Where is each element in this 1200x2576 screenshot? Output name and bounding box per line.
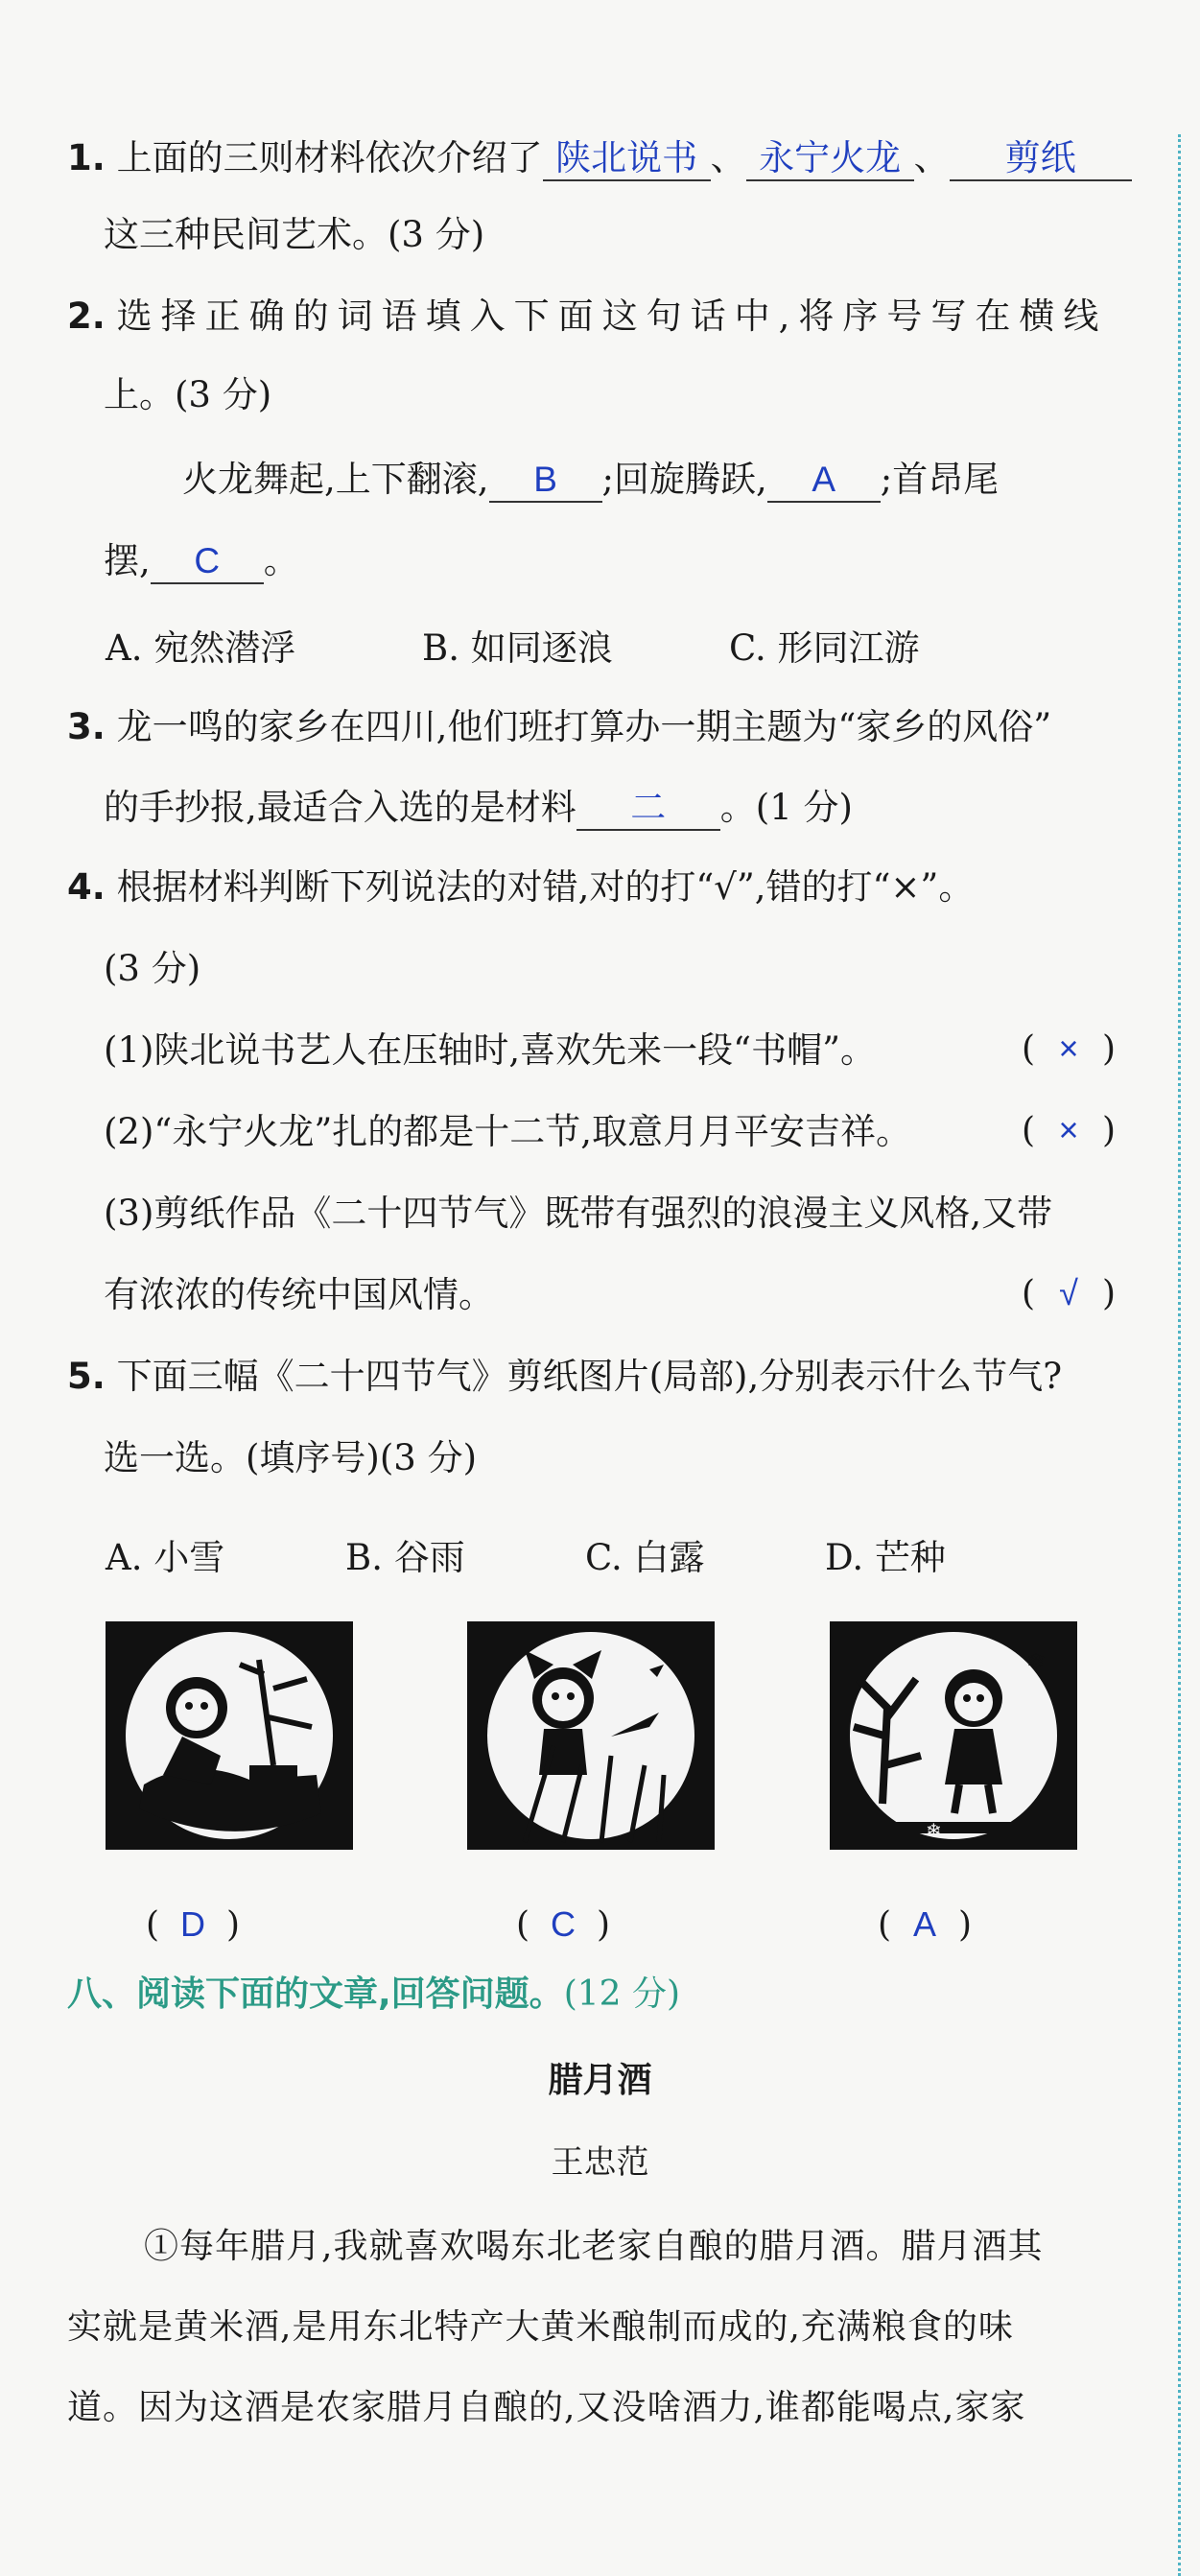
q4-item-3-cont: 有浓浓的传统中国风情。 <box>104 1274 494 1315</box>
q5-image-1-paren: ( D ) <box>146 1904 241 1945</box>
q4-item-2: (2)“永宁火龙”扎的都是十二节,取意月月平安吉祥。 <box>104 1111 912 1152</box>
q4-text: 根据材料判断下列说法的对错,对的打“√”,错的打“×”。 <box>116 866 975 908</box>
q3-text2: 的手抄报,最适合入选的是材料 <box>104 787 576 828</box>
article-line-1: ①每年腊月,我就喜欢喝东北老家自酿的腊月酒。腊月酒其 <box>144 2227 1044 2266</box>
article-line-3: 道。因为这酒是农家腊月自酿的,又没啥酒力,谁都能喝点,家家 <box>67 2388 1026 2427</box>
q5-image-1-answer[interactable]: D <box>180 1904 206 1944</box>
q4-line1 <box>67 859 974 916</box>
q2-s2: ;回旋腾跃, <box>601 459 767 500</box>
q4-line2: (3 分) <box>104 948 201 989</box>
svg-text:❄: ❄ <box>1026 1648 1047 1675</box>
q2-option-c: C. 形同江游 <box>729 627 920 669</box>
article-line-2: 实就是黄米酒,是用东北特产大黄米酿制而成的,充满粮食的味 <box>67 2307 1014 2347</box>
q1-line2: 这三种民间艺术。(3 分) <box>104 214 485 255</box>
q1-sep: 、 <box>710 137 746 178</box>
q2-option-a: A. 宛然潜浮 <box>106 627 296 669</box>
q2-s4: 摆, <box>104 540 151 581</box>
q4-number: 4. <box>67 866 106 908</box>
q5-option-b: B. 谷雨 <box>345 1537 465 1578</box>
q1-text: 上面的三则材料依次介绍了 <box>116 137 543 178</box>
q4-item-1-paren: ( × ) <box>1022 1028 1117 1069</box>
q2-sentence-line2 <box>104 532 299 590</box>
q2-option-b: B. 如同逐浪 <box>422 627 613 669</box>
section-8-heading <box>67 1967 680 2016</box>
q3-line1 <box>67 698 1051 756</box>
section-8-score: (12 分) <box>563 1974 681 2014</box>
q5-line1 <box>67 1348 1062 1406</box>
q1-line1 <box>67 130 1132 187</box>
q3-text: 龙一鸣的家乡在四川,他们班打算办一期主题为“家乡的风俗” <box>116 706 1052 747</box>
q4-item-3: (3)剪纸作品《二十四节气》既带有强烈的浪漫主义风格,又带 <box>104 1193 1053 1234</box>
q5-image-2-paren: ( C ) <box>516 1904 611 1945</box>
q2-number: 2. <box>67 295 106 337</box>
q4-item-2-answer[interactable]: × <box>1058 1110 1079 1149</box>
section-8-label: 八、阅读下面的文章,回答问题。 <box>67 1974 564 2014</box>
article-author: 王忠范 <box>551 2143 649 2182</box>
q2-answer-3[interactable]: C <box>151 540 264 584</box>
margin-dotted-line <box>1178 134 1181 2576</box>
q5-option-c: C. 白露 <box>585 1537 705 1578</box>
svg-text:❄: ❄ <box>926 1819 942 1842</box>
q2-text: 选择正确的词语填入下面这句话中,将序号写在横线 <box>116 295 1108 337</box>
q3-number: 3. <box>67 706 106 747</box>
q1-answer-3[interactable]: 剪纸 <box>950 137 1132 181</box>
q2-answer-1[interactable]: B <box>489 459 602 503</box>
q5-option-d: D. 芒种 <box>825 1537 946 1578</box>
q5-option-a: A. 小雪 <box>106 1537 225 1578</box>
q5-image-3-paren: ( A ) <box>878 1904 973 1945</box>
q2-answer-2[interactable]: A <box>767 459 881 503</box>
q2-s3: ;首昂尾 <box>880 459 1000 500</box>
q4-item-1-answer[interactable]: × <box>1058 1028 1079 1068</box>
q2-s1: 火龙舞起,上下翻滚, <box>182 459 489 500</box>
q3-text3: 。(1 分) <box>719 787 853 828</box>
q5-text: 下面三幅《二十四节气》剪纸图片(局部),分别表示什么节气? <box>116 1356 1063 1397</box>
q5-image-2-answer[interactable]: C <box>551 1904 576 1944</box>
q4-item-2-paren: ( × ) <box>1022 1110 1117 1150</box>
q2-line2: 上。(3 分) <box>104 374 272 415</box>
q4-item-3-answer[interactable]: √ <box>1059 1273 1078 1312</box>
q1-answer-2[interactable]: 永宁火龙 <box>746 137 914 181</box>
q4-item-3-paren: ( √ ) <box>1022 1273 1117 1313</box>
q2-s5: 。 <box>263 540 299 581</box>
q2-sentence-line1 <box>182 451 999 508</box>
q5-line2: 选一选。(填序号)(3 分) <box>104 1437 478 1478</box>
q3-answer[interactable]: 二 <box>576 787 720 831</box>
q1-answer-1[interactable]: 陕北说书 <box>543 137 711 181</box>
q3-line2 <box>104 779 853 837</box>
article-title: 腊月酒 <box>548 2061 652 2100</box>
q5-number: 5. <box>67 1356 106 1397</box>
q5-image-3-answer[interactable]: A <box>913 1904 937 1944</box>
q2-line1 <box>67 288 1107 345</box>
q4-item-1: (1)陕北说书艺人在压轴时,喜欢先来一段“书帽”。 <box>104 1029 877 1071</box>
q1-number: 1. <box>67 137 106 178</box>
papercut-reeds-icon <box>467 1621 715 1850</box>
papercut-farmer-icon <box>106 1621 353 1850</box>
q1-sep: 、 <box>913 137 950 178</box>
papercut-snow-icon <box>830 1621 1077 1850</box>
